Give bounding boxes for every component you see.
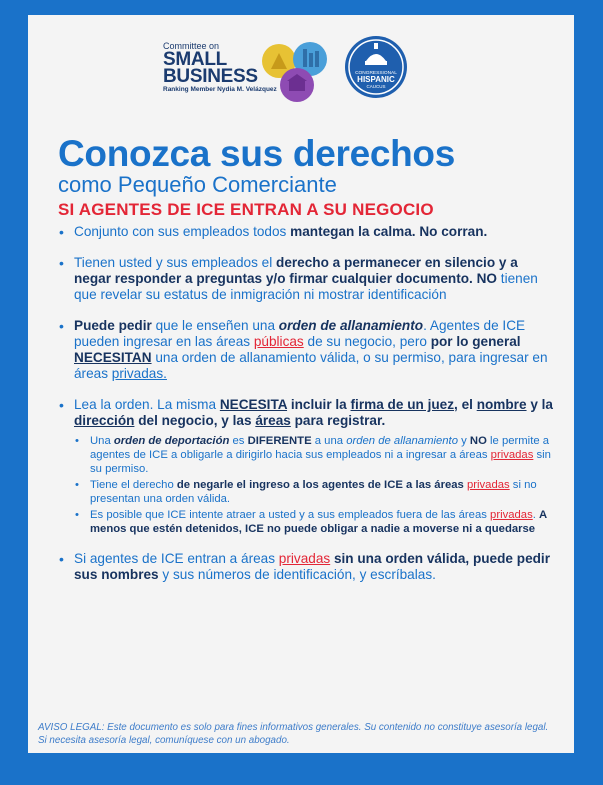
logo-small-text: SMALL	[163, 49, 227, 70]
small-business-committee-logo	[163, 41, 333, 111]
page-title: Conozca sus derechos	[58, 133, 456, 174]
logos-header	[163, 35, 463, 115]
chc-caucus-text: CAUCUS	[366, 84, 386, 89]
chc-congressional-text: CONGRESSIONAL	[355, 71, 397, 76]
logo-business-text: BUSINESS	[163, 66, 258, 87]
list-item: • Lea la orden. La misma NECESITA incluir la firma de un juez, el nombre y la dirección del negocio, y las áreas para registrar. • Una orden de deportación es DIFERENTE a una orden de allanamiento y NO le permite a agentes de ICE a obligarle a dirigirlo hacia sus empleados ni a ingresar a áreas privadas sin su permiso. • Tiene el derecho de negarle el ingreso a los agentes de ICE a las áreas privadas si no presentan una orden válida. • Es posible que ICE intente atraer a usted y a sus empleados fuera de las áreas privadas. A menos que estén detenidos, ICE no puede obligar a nadie a moverse ni a quedarse	[58, 397, 558, 536]
alert-heading: SI AGENTES DE ICE ENTRAN A SU NEGOCIO	[58, 200, 434, 219]
hispanic-caucus-logo	[344, 35, 408, 99]
main-content	[58, 135, 558, 598]
chc-hispanic-text: HISPANIC	[357, 75, 395, 84]
sub-list-item: • Es posible que ICE intente atraer a usted y a sus empleados fuera de las áreas privadas. A menos que estén detenidos, ICE no puede obligar a nadie a moverse ni a quedarse	[74, 508, 558, 536]
legal-disclaimer: AVISO LEGAL: Este documento es solo para fines informativos generales. Su contenido no constituye asesoría legal. Si necesita asesoría legal, comuníquese con un abogado.	[38, 722, 549, 746]
list-item: • Si agentes de ICE entran a áreas privadas sin una orden válida, puede pedir sus nombres y sus números de identificación, y escríbalas.	[58, 551, 558, 583]
list-item: • Puede pedir que le enseñen una orden de allanamiento. Agentes de ICE pueden ingresar en las áreas públicas de su negocio, pero por lo general NECESITAN una orden de allanamiento válida, o su permiso, para ingresar en áreas privadas.	[58, 318, 558, 382]
logo-ranking-member-text: Ranking Member Nydia M. Velázquez	[163, 86, 277, 93]
list-item: • Tienen usted y sus empleados el derecho a permanecer en silencio y a negar responder a preguntas y/o firmar cualquier documento. NO tienen que revelar su estatus de inmigración ni mostrar identificación	[58, 255, 558, 303]
page-subtitle: como Pequeño Comerciante	[58, 172, 337, 197]
small-business-circles-icon	[261, 41, 331, 103]
logo-committee-text: Committee on	[163, 41, 220, 51]
sub-list-item: • Tiene el derecho de negarle el ingreso a los agentes de ICE a las áreas privadas si no presentan una orden válida.	[74, 478, 558, 506]
rights-list	[58, 224, 558, 583]
sub-list	[74, 434, 558, 536]
flyer-page	[28, 15, 574, 753]
sub-list-item: • Una orden de deportación es DIFERENTE a una orden de allanamiento y NO le permite a agentes de ICE a obligarle a dirigirlo hacia sus empleados ni a ingresar a áreas privadas sin su permiso.	[74, 434, 558, 476]
list-item: • Conjunto con sus empleados todos mantegan la calma. No corran.	[58, 224, 558, 240]
